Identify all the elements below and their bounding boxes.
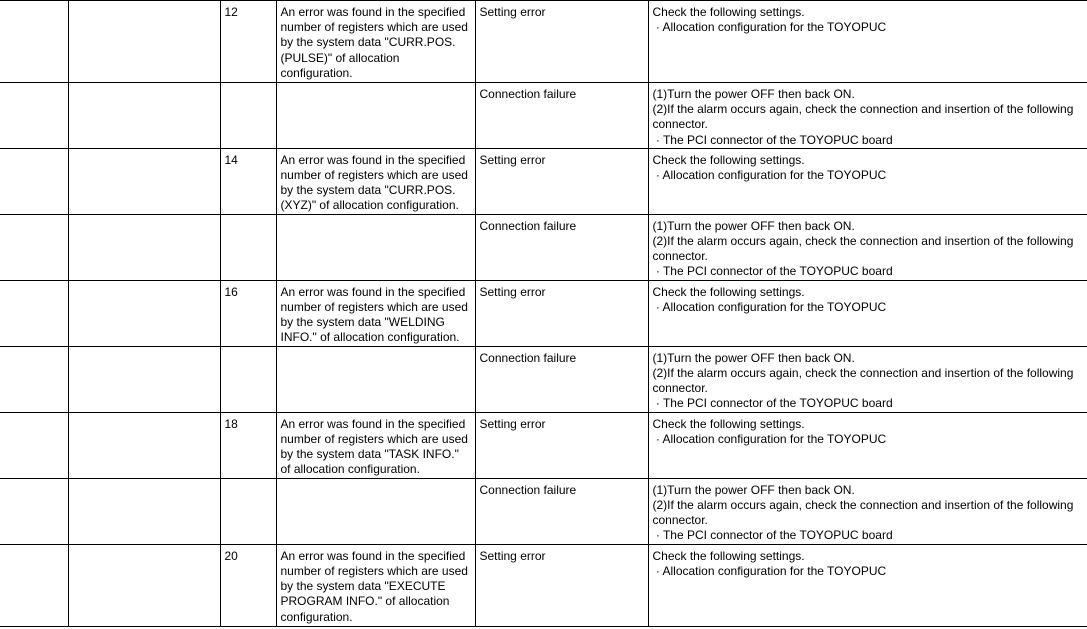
alarm-message-cell bbox=[68, 412, 220, 478]
detail-cell bbox=[276, 148, 475, 214]
detail-line: number of registers which are used bbox=[280, 432, 468, 447]
remedy-line: · Allocation configuration for the TOYOPUC bbox=[652, 564, 887, 579]
alarm-message-cell bbox=[68, 280, 220, 346]
table-row bbox=[0, 346, 1087, 412]
table-row bbox=[0, 544, 1087, 626]
detail-cell bbox=[276, 346, 475, 412]
alarm-message-cell bbox=[68, 214, 220, 280]
remedy-line: (1)Turn the power OFF then back ON. bbox=[652, 350, 855, 365]
remedy-line: (2)If the alarm occurs again, check the connection and insertion of the following bbox=[652, 234, 1074, 249]
cause-text: Connection failure bbox=[479, 350, 577, 365]
table-body bbox=[0, 1, 1087, 627]
cause-text: Connection failure bbox=[479, 87, 577, 101]
remedy-line: · Allocation configuration for the TOYOPUC bbox=[652, 168, 887, 183]
table-row bbox=[0, 478, 1087, 544]
cause-text: Setting error bbox=[479, 548, 546, 563]
sub-code-cell bbox=[220, 412, 276, 478]
sub-code-cell bbox=[220, 280, 276, 346]
sub-code-cell bbox=[220, 83, 276, 149]
detail-cell bbox=[276, 544, 475, 626]
remedy-line: · The PCI connector of the TOYOPUC board bbox=[652, 264, 893, 279]
remedy-cell bbox=[648, 148, 1087, 214]
detail-line: number of registers which are used bbox=[280, 564, 468, 579]
sub-code-text: 14 bbox=[224, 152, 238, 167]
remedy-cell bbox=[648, 544, 1087, 626]
cause-text: Setting error bbox=[479, 416, 546, 431]
detail-line: by the system data "TASK INFO." bbox=[280, 447, 459, 462]
detail-line: (PULSE)" of allocation bbox=[280, 50, 400, 65]
detail-line: (XYZ)" of allocation configuration. bbox=[280, 198, 459, 213]
alarm-code-cell bbox=[0, 83, 68, 149]
remedy-line: · The PCI connector of the TOYOPUC board bbox=[652, 132, 893, 147]
detail-line: by the system data "EXECUTE bbox=[280, 579, 446, 594]
alarm-code-cell bbox=[0, 214, 68, 280]
remedy-line: (2)If the alarm occurs again, check the connection and insertion of the following bbox=[652, 102, 1074, 117]
detail-line: An error was found in the specified bbox=[280, 152, 466, 167]
alarm-code-cell bbox=[0, 478, 68, 544]
remedy-cell bbox=[648, 1, 1087, 83]
detail-line: number of registers which are used bbox=[280, 300, 468, 315]
remedy-line: · The PCI connector of the TOYOPUC board bbox=[652, 528, 893, 543]
alarm-message-cell bbox=[68, 478, 220, 544]
alarm-code-cell bbox=[0, 346, 68, 412]
detail-line: by the system data "WELDING bbox=[280, 315, 445, 330]
cause-text: Connection failure bbox=[479, 218, 577, 233]
sub-code-text: 12 bbox=[224, 5, 238, 19]
remedy-line: · Allocation configuration for the TOYOPUC bbox=[652, 300, 887, 315]
remedy-line: · The PCI connector of the TOYOPUC board bbox=[652, 396, 893, 411]
table-row bbox=[0, 83, 1087, 149]
cause-cell bbox=[475, 1, 648, 83]
table-row bbox=[0, 412, 1087, 478]
alarm-code-cell bbox=[0, 544, 68, 626]
sub-code-cell bbox=[220, 148, 276, 214]
remedy-cell bbox=[648, 280, 1087, 346]
remedy-cell bbox=[648, 83, 1087, 149]
detail-cell bbox=[276, 83, 475, 149]
alarm-message-cell bbox=[68, 346, 220, 412]
remedy-line: · Allocation configuration for the TOYOPUC bbox=[652, 20, 887, 35]
table-row bbox=[0, 1, 1087, 83]
sub-code-text: 18 bbox=[224, 416, 238, 431]
table-row bbox=[0, 148, 1087, 214]
detail-line: INFO." of allocation configuration. bbox=[280, 330, 460, 345]
remedy-line: (2)If the alarm occurs again, check the connection and insertion of the following bbox=[652, 498, 1074, 513]
alarm-code-cell bbox=[0, 412, 68, 478]
remedy-line: connector. bbox=[652, 249, 708, 264]
remedy-line: Check the following settings. bbox=[652, 416, 805, 431]
sub-code-text: 20 bbox=[224, 548, 238, 563]
remedy-line: (1)Turn the power OFF then back ON. bbox=[652, 218, 855, 233]
alarm-code-cell bbox=[0, 148, 68, 214]
table-row bbox=[0, 280, 1087, 346]
detail-line: number of registers which are used bbox=[280, 20, 468, 35]
alarm-message-cell bbox=[68, 83, 220, 149]
cause-cell bbox=[475, 83, 648, 149]
sub-code-text: 16 bbox=[224, 284, 238, 299]
cause-cell bbox=[475, 346, 648, 412]
remedy-line: Check the following settings. bbox=[652, 284, 805, 299]
sub-code-cell bbox=[220, 346, 276, 412]
detail-line: An error was found in the specified bbox=[280, 284, 466, 299]
remedy-line: Check the following settings. bbox=[652, 152, 805, 167]
alarm-code-cell bbox=[0, 1, 68, 83]
remedy-line: connector. bbox=[652, 381, 708, 396]
cause-cell bbox=[475, 214, 648, 280]
remedy-line: (1)Turn the power OFF then back ON. bbox=[652, 87, 855, 101]
cause-cell bbox=[475, 544, 648, 626]
table-row bbox=[0, 214, 1087, 280]
detail-line: by the system data "CURR.POS. bbox=[280, 183, 456, 198]
remedy-line: (2)If the alarm occurs again, check the connection and insertion of the following bbox=[652, 366, 1074, 381]
cause-cell bbox=[475, 280, 648, 346]
detail-line: by the system data "CURR.POS. bbox=[280, 35, 456, 50]
remedy-cell bbox=[648, 478, 1087, 544]
cause-cell bbox=[475, 412, 648, 478]
detail-line: configuration. bbox=[280, 609, 353, 624]
alarm-code-cell bbox=[0, 280, 68, 346]
detail-line: An error was found in the specified bbox=[280, 416, 466, 431]
alarm-message-cell bbox=[68, 544, 220, 626]
cause-text: Setting error bbox=[479, 284, 546, 299]
detail-cell bbox=[276, 214, 475, 280]
cause-text: Connection failure bbox=[479, 482, 577, 497]
detail-cell bbox=[276, 1, 475, 83]
detail-cell bbox=[276, 478, 475, 544]
remedy-line: (1)Turn the power OFF then back ON. bbox=[652, 482, 855, 497]
remedy-cell bbox=[648, 214, 1087, 280]
remedy-line: Check the following settings. bbox=[652, 5, 805, 19]
remedy-cell bbox=[648, 346, 1087, 412]
sub-code-cell bbox=[220, 214, 276, 280]
detail-line: configuration. bbox=[280, 65, 353, 80]
sub-code-cell bbox=[220, 478, 276, 544]
remedy-line: · Allocation configuration for the TOYOPUC bbox=[652, 432, 887, 447]
remedy-line: connector. bbox=[652, 117, 708, 132]
detail-line: number of registers which are used bbox=[280, 168, 468, 183]
sub-code-cell bbox=[220, 544, 276, 626]
remedy-line: Check the following settings. bbox=[652, 548, 805, 563]
alarm-message-cell bbox=[68, 1, 220, 83]
remedy-line: connector. bbox=[652, 513, 708, 528]
detail-line: An error was found in the specified bbox=[280, 548, 466, 563]
sub-code-cell bbox=[220, 1, 276, 83]
alarm-message-cell bbox=[68, 148, 220, 214]
detail-line: An error was found in the specified bbox=[280, 5, 466, 19]
remedy-cell bbox=[648, 412, 1087, 478]
cause-cell bbox=[475, 148, 648, 214]
cause-cell bbox=[475, 478, 648, 544]
detail-line: of allocation configuration. bbox=[280, 462, 420, 477]
detail-cell bbox=[276, 412, 475, 478]
cause-text: Setting error bbox=[479, 5, 546, 19]
detail-line: PROGRAM INFO." of allocation bbox=[280, 594, 450, 609]
detail-cell bbox=[276, 280, 475, 346]
cause-text: Setting error bbox=[479, 152, 546, 167]
